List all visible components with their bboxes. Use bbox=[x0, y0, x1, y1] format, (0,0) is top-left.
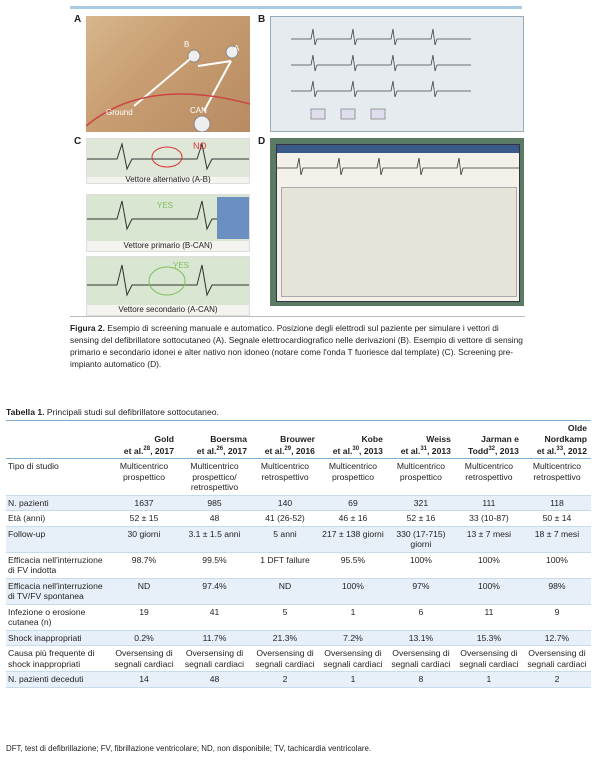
panel-a-photo bbox=[86, 16, 250, 132]
table-cell: Multicentrico prospettico bbox=[119, 461, 169, 482]
table-footnote: DFT, test di defibrillazione; FV, fibrillazione ventricolare; ND, non disponibile; TV, tachicardia ventricolare. bbox=[6, 744, 372, 753]
panel-d-label: D bbox=[258, 136, 266, 147]
table-cell: 7.2% bbox=[343, 632, 363, 643]
table-cell: Multicentrico prospettico bbox=[328, 461, 378, 482]
table-cell: 3.1 ± 1.5 anni bbox=[188, 528, 241, 539]
table-cell: 985 bbox=[207, 497, 222, 508]
table-cell: 330 (17-715) giorni bbox=[396, 528, 446, 550]
vector-alternative-tag: NO bbox=[193, 141, 207, 151]
table-cell: 18 ± 7 mesi bbox=[534, 528, 580, 539]
table-cell: 48 bbox=[209, 674, 220, 685]
table-cell: 11 bbox=[484, 606, 494, 617]
table-cell: 1 DFT failure bbox=[260, 554, 310, 565]
table-cell: ND bbox=[137, 580, 151, 591]
label-can: CAN bbox=[190, 106, 207, 115]
table-cell: 321 bbox=[413, 497, 429, 508]
vector-primary-tag: YES bbox=[157, 201, 174, 210]
table-row bbox=[6, 672, 591, 688]
vector-secondary-tile bbox=[86, 256, 250, 316]
table-cell: 1637 bbox=[134, 497, 154, 508]
table-row bbox=[6, 526, 591, 552]
table-cell: 98% bbox=[548, 580, 566, 591]
table-cell: 217 ± 138 giorni bbox=[322, 528, 384, 539]
table-cell: 13 ± 7 mesi bbox=[466, 528, 512, 539]
table-cell: Oversensing di segnali cardiaci bbox=[323, 648, 383, 669]
row-label: Tipo di studio bbox=[8, 461, 59, 472]
figure-caption bbox=[70, 322, 525, 370]
table-cell: 52 ± 15 bbox=[129, 513, 159, 524]
row-label: N. pazienti bbox=[8, 497, 49, 508]
top-accent-bar bbox=[70, 6, 522, 9]
ecg-traces bbox=[271, 17, 524, 132]
table-header-row bbox=[6, 421, 591, 459]
table-cell: Multicentrico prospettico bbox=[396, 461, 446, 482]
table-cell: 140 bbox=[277, 497, 293, 508]
table-cell: 100% bbox=[409, 554, 432, 565]
table-cell: 6 bbox=[418, 606, 424, 617]
header-kobe: Kobe et al.$^{30}$, 2013 bbox=[332, 433, 383, 456]
table-cell: Oversensing di segnali cardiaci bbox=[527, 648, 587, 669]
table-cell: 8 bbox=[418, 674, 424, 685]
row-label: Causa più frequente di shock inappropriati bbox=[8, 648, 95, 669]
table-cell: 100% bbox=[341, 580, 364, 591]
table-cell: 46 ± 16 bbox=[338, 513, 368, 524]
header-brouwer: Brouwer et al.$^{29}$, 2016 bbox=[264, 433, 315, 456]
table-row bbox=[6, 646, 591, 672]
table-row bbox=[6, 552, 591, 578]
caption-text: Esempio di screening manuale e automatico. Posizione degli elettrodi sul paziente per simulare i vettori di sensing del defibrillatore sottocutaneo (A). Segnale elettrocardiografico nelle derivazioni (B). Esempio di vettore di sensing primario e secondario idonei e alter nativo non idoneo (notare come l'onda T fuoriesce dal template) (C). Screening pre-impianto automatico (D). bbox=[70, 323, 523, 369]
table-cell: 19 bbox=[139, 606, 149, 617]
device-screen bbox=[276, 144, 520, 302]
table-cell: 100% bbox=[545, 554, 568, 565]
table-cell: 111 bbox=[482, 497, 496, 508]
panel-b-label: B bbox=[258, 14, 266, 25]
studies-table bbox=[6, 420, 591, 688]
table-title bbox=[6, 407, 219, 417]
panel-c-label: C bbox=[74, 136, 82, 147]
table-cell: 69 bbox=[348, 497, 358, 508]
panel-a-label: A bbox=[74, 14, 82, 25]
table-cell: Oversensing di segnali cardiaci bbox=[391, 648, 451, 669]
table-row bbox=[6, 630, 591, 646]
device-title-bar bbox=[277, 145, 519, 153]
row-label: Efficacia nell'interruzione di TV/FV spontanea bbox=[8, 580, 103, 602]
table-cell: 1 bbox=[350, 606, 356, 617]
table-cell: 14 bbox=[139, 674, 149, 685]
table-cell: 5 bbox=[282, 606, 288, 617]
table-cell: 100% bbox=[477, 554, 500, 565]
label-ground: Ground bbox=[106, 108, 133, 117]
vector-alternative-label: Vettore alternativo (A-B) bbox=[125, 175, 211, 184]
table-cell: 2 bbox=[282, 674, 288, 685]
table-cell: 15.3% bbox=[476, 632, 502, 643]
header-gold: Gold et al.$^{28}$, 2017 bbox=[123, 433, 174, 456]
table-cell: 12.7% bbox=[544, 632, 570, 643]
table-cell: 98.7% bbox=[131, 554, 157, 565]
vector-primary-label: Vettore primario (B-CAN) bbox=[123, 241, 213, 250]
table-cell: 41 (26-52) bbox=[265, 513, 305, 524]
table-cell: 11.7% bbox=[202, 632, 227, 643]
table-cell: 1 bbox=[486, 674, 492, 685]
device-info-panel bbox=[281, 187, 517, 297]
label-a-electrode: A bbox=[234, 44, 240, 53]
table-cell: 30 giorni bbox=[127, 528, 161, 539]
header-corner bbox=[6, 421, 110, 459]
table-cell: 9 bbox=[554, 606, 560, 617]
table-row bbox=[6, 604, 591, 630]
table-cell: Oversensing di segnali cardiaci bbox=[459, 648, 519, 669]
table-cell: 52 ± 16 bbox=[406, 513, 436, 524]
table-cell: 97% bbox=[412, 580, 430, 591]
table-cell: 2 bbox=[554, 674, 560, 685]
row-label: Infezione o erosione cutanea (n) bbox=[8, 606, 86, 628]
table-cell: Multicentrico prospettico/ retrospettivo bbox=[190, 461, 239, 493]
table-cell: 13.1% bbox=[408, 632, 434, 643]
table-cell: 0.2% bbox=[134, 632, 154, 643]
caption-divider bbox=[70, 316, 525, 317]
label-b-electrode: B bbox=[184, 40, 190, 49]
table-cell: 5 anni bbox=[273, 528, 297, 539]
header-olde-nordkamp: Olde Nordkamp et al.$^{33}$, 2012 bbox=[536, 423, 587, 456]
table-cell: 21.3% bbox=[272, 632, 298, 643]
table-row bbox=[6, 511, 591, 527]
table-cell: 33 (10-87) bbox=[469, 513, 509, 524]
table-body bbox=[6, 459, 591, 688]
table-cell: 99.5% bbox=[202, 554, 227, 565]
row-label: Shock inappropriati bbox=[8, 632, 82, 643]
table-cell: Oversensing di segnali cardiaci bbox=[114, 648, 174, 669]
table-row bbox=[6, 578, 591, 604]
header-jarman: Jarman e Todd$^{32}$, 2013 bbox=[467, 433, 519, 456]
table-cell: 1 bbox=[350, 674, 356, 685]
caption-label: Figura 2. bbox=[70, 323, 105, 333]
table-cell: 118 bbox=[550, 497, 564, 508]
table-cell: 41 bbox=[209, 606, 220, 617]
table-cell: Multicentrico retrospettivo bbox=[464, 461, 514, 482]
table-title-text: Principali studi sul defibrillatore sottocutaneo. bbox=[46, 407, 219, 417]
panel-b-ecg-screen bbox=[270, 16, 524, 132]
table-cell: Oversensing di segnali cardiaci bbox=[255, 648, 315, 669]
row-label: Età (anni) bbox=[8, 513, 46, 524]
panel-d-automatic-screening bbox=[270, 138, 524, 306]
vector-secondary-label: Vettore secondario (A-CAN) bbox=[118, 305, 218, 314]
vector-primary-tile bbox=[86, 194, 250, 252]
table-cell: 100% bbox=[477, 580, 500, 591]
table-cell: 48 bbox=[209, 513, 220, 524]
header-weiss: Weiss et al.$^{31}$, 2013 bbox=[400, 433, 451, 456]
table-cell: 50 ± 14 bbox=[542, 513, 572, 524]
table-cell: 95.5% bbox=[340, 554, 366, 565]
row-label: N. pazienti deceduti bbox=[8, 674, 84, 685]
table-cell: Oversensing di segnali cardiaci bbox=[184, 648, 245, 669]
row-label: Follow-up bbox=[8, 528, 46, 539]
table-row bbox=[6, 495, 591, 511]
table-cell: Multicentrico retrospettivo bbox=[260, 461, 310, 482]
table-cell: 97.4% bbox=[202, 580, 227, 591]
row-label: Efficacia nell'interruzione di FV indotta bbox=[8, 554, 103, 576]
vector-alternative-tile bbox=[86, 138, 250, 184]
table-cell: Multicentrico retrospettivo bbox=[532, 461, 582, 482]
table-cell: ND bbox=[278, 580, 292, 591]
device-ecg-strip bbox=[277, 153, 519, 183]
header-boersma: Boersma et al.$^{26}$, 2017 bbox=[196, 433, 247, 456]
table-row bbox=[6, 459, 591, 496]
table-title-label: Tabella 1. bbox=[6, 407, 45, 417]
vector-secondary-tag: YES bbox=[173, 261, 190, 270]
